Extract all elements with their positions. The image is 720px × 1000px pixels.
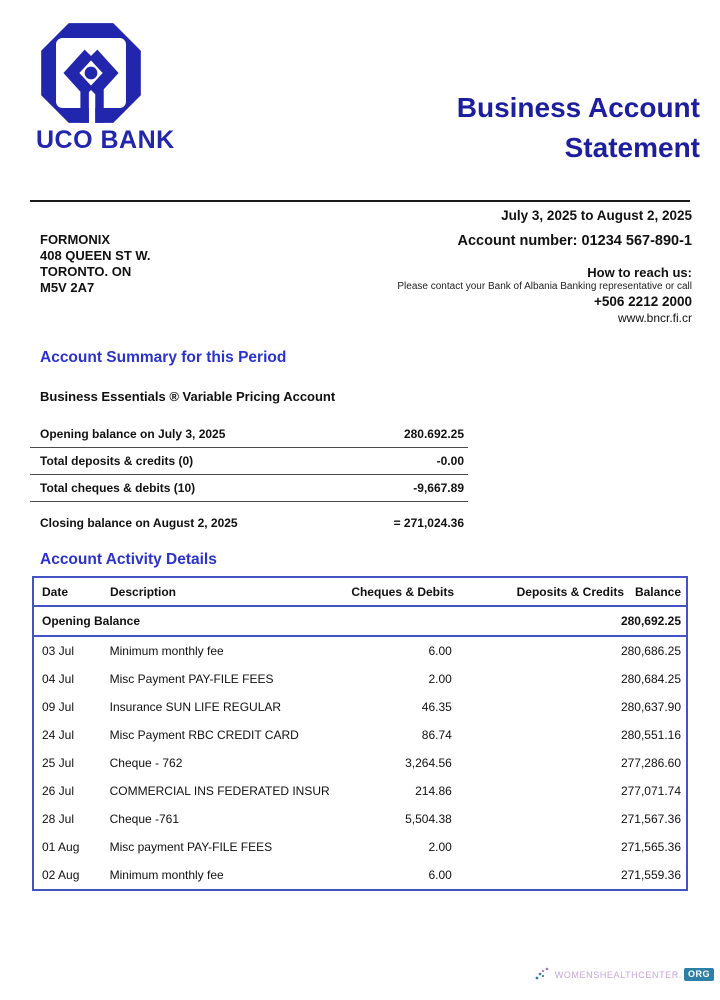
document-title-line2: Statement [564,132,700,163]
activity-cell-balance: 280,551.16 [620,728,681,742]
account-number: Account number: 01234 567-890-1 [457,233,692,249]
activity-cell-debit: 2.00 [428,840,452,854]
activity-cell-debit: 6.00 [428,644,452,658]
activity-cell-date: 09 Jul [42,700,75,714]
statement-meta [397,208,692,325]
header-divider [30,200,690,202]
reach-us-phone: +506 2212 2000 [594,294,692,309]
activity-row [34,693,686,721]
activity-cell-description: COMMERCIAL INS FEDERATED INSUR [109,784,330,798]
activity-row [34,833,686,861]
activity-cell-description: Misc Payment RBC CREDIT CARD [109,728,299,742]
activity-cell-debit: 6.00 [428,868,452,882]
opening-balance-label: Opening Balance [42,614,141,628]
opening-balance-row [34,607,686,637]
activity-table [32,576,688,891]
activity-row [34,805,686,833]
activity-cell-description: Cheque - 762 [109,756,183,770]
activity-cell-date: 25 Jul [42,756,75,770]
activity-cell-date: 03 Jul [42,644,75,658]
summary-row-value: 280.692.25 [403,427,464,441]
summary-table [30,421,468,540]
activity-cell-debit: 5,504.38 [405,812,452,826]
reach-us-heading: How to reach us: [587,265,692,280]
activity-cell-balance: 277,071.74 [620,784,681,798]
summary-row-label: Total deposits & credits (0) [40,454,194,468]
activity-cell-date: 26 Jul [42,784,75,798]
customer-name: FORMONIX [40,232,111,247]
activity-row [34,721,686,749]
customer-address1: 408 QUEEN ST W. [40,248,151,263]
summary-row-value: -9,667.89 [413,481,464,495]
activity-cell-balance: 271,559.36 [620,868,681,882]
activity-cell-balance: 271,567.36 [620,812,681,826]
activity-cell-description: Misc payment PAY-FILE FEES [109,840,273,854]
customer-address2: TORONTO. ON [40,264,132,279]
activity-row [34,665,686,693]
summary-row [30,448,468,475]
activity-cell-date: 24 Jul [42,728,75,742]
summary-row [30,421,468,448]
activity-cell-debit: 2.00 [428,672,452,686]
col-header-desc: Description [110,584,177,599]
activity-cell-balance: 271,565.36 [620,840,681,854]
activity-cell-description: Cheque -761 [109,812,180,826]
activity-cell-description: Minimum monthly fee [109,868,224,882]
summary-heading: Account Summary for this Period [40,349,287,366]
customer-address [40,232,151,296]
watermark-site: WOMENSHEALTHCENTER. [554,969,682,980]
activity-row [34,637,686,665]
activity-heading: Account Activity Details [40,551,217,568]
activity-cell-debit: 214.86 [415,784,452,798]
col-header-credits: Deposits & Credits [516,584,624,599]
activity-cell-description: Insurance SUN LIFE REGULAR [109,700,282,714]
bank-name: UCO BANK [36,126,175,154]
summary-row-value: -0.00 [436,454,464,468]
activity-cell-balance: 280,686.25 [620,644,681,658]
product-name: Business Essentials ® Variable Pricing Account [40,389,336,404]
summary-row-label: Opening balance on July 3, 2025 [40,427,226,441]
activity-cell-balance: 280,684.25 [620,672,681,686]
col-header-date: Date [42,584,69,599]
uco-bank-logo-icon [38,20,144,126]
statement-period: July 3, 2025 to August 2, 2025 [501,208,692,223]
reach-us-website: www.bncr.fi.cr [617,311,692,325]
activity-cell-debit: 3,264.56 [405,756,452,770]
summary-row [30,502,468,540]
opening-balance-value: 280,692.25 [620,614,681,628]
activity-cell-debit: 46.35 [421,700,452,714]
activity-cell-balance: 277,286.60 [620,756,681,770]
reach-us-note: Please contact your Bank of Albania Banking representative or call [397,281,692,292]
activity-rows [34,637,686,889]
activity-row [34,777,686,805]
activity-header-row [34,578,686,607]
watermark-tld-badge: ORG [684,968,714,981]
document-title-line1: Business Account [456,92,700,123]
activity-row [34,861,686,889]
activity-cell-balance: 280,637.90 [620,700,681,714]
summary-row [30,475,468,502]
activity-cell-debit: 86.74 [421,728,452,742]
activity-cell-description: Misc Payment PAY-FILE FEES [109,672,274,686]
activity-row [34,749,686,777]
activity-cell-date: 02 Aug [42,868,80,882]
col-header-debits: Cheques & Debits [351,584,454,599]
summary-row-label: Total cheques & debits (10) [40,481,196,495]
activity-cell-description: Minimum monthly fee [109,644,224,658]
activity-cell-date: 28 Jul [42,812,75,826]
col-header-balance: Balance [634,584,681,599]
activity-cell-date: 04 Jul [42,672,75,686]
document-title [457,88,700,168]
customer-postal: M5V 2A7 [40,280,95,295]
watermark-dots-icon [535,967,553,982]
watermark [535,967,714,982]
summary-row-label: Closing balance on August 2, 2025 [40,516,238,530]
summary-row-value: = 271,024.36 [393,516,464,530]
activity-cell-date: 01 Aug [42,840,80,854]
